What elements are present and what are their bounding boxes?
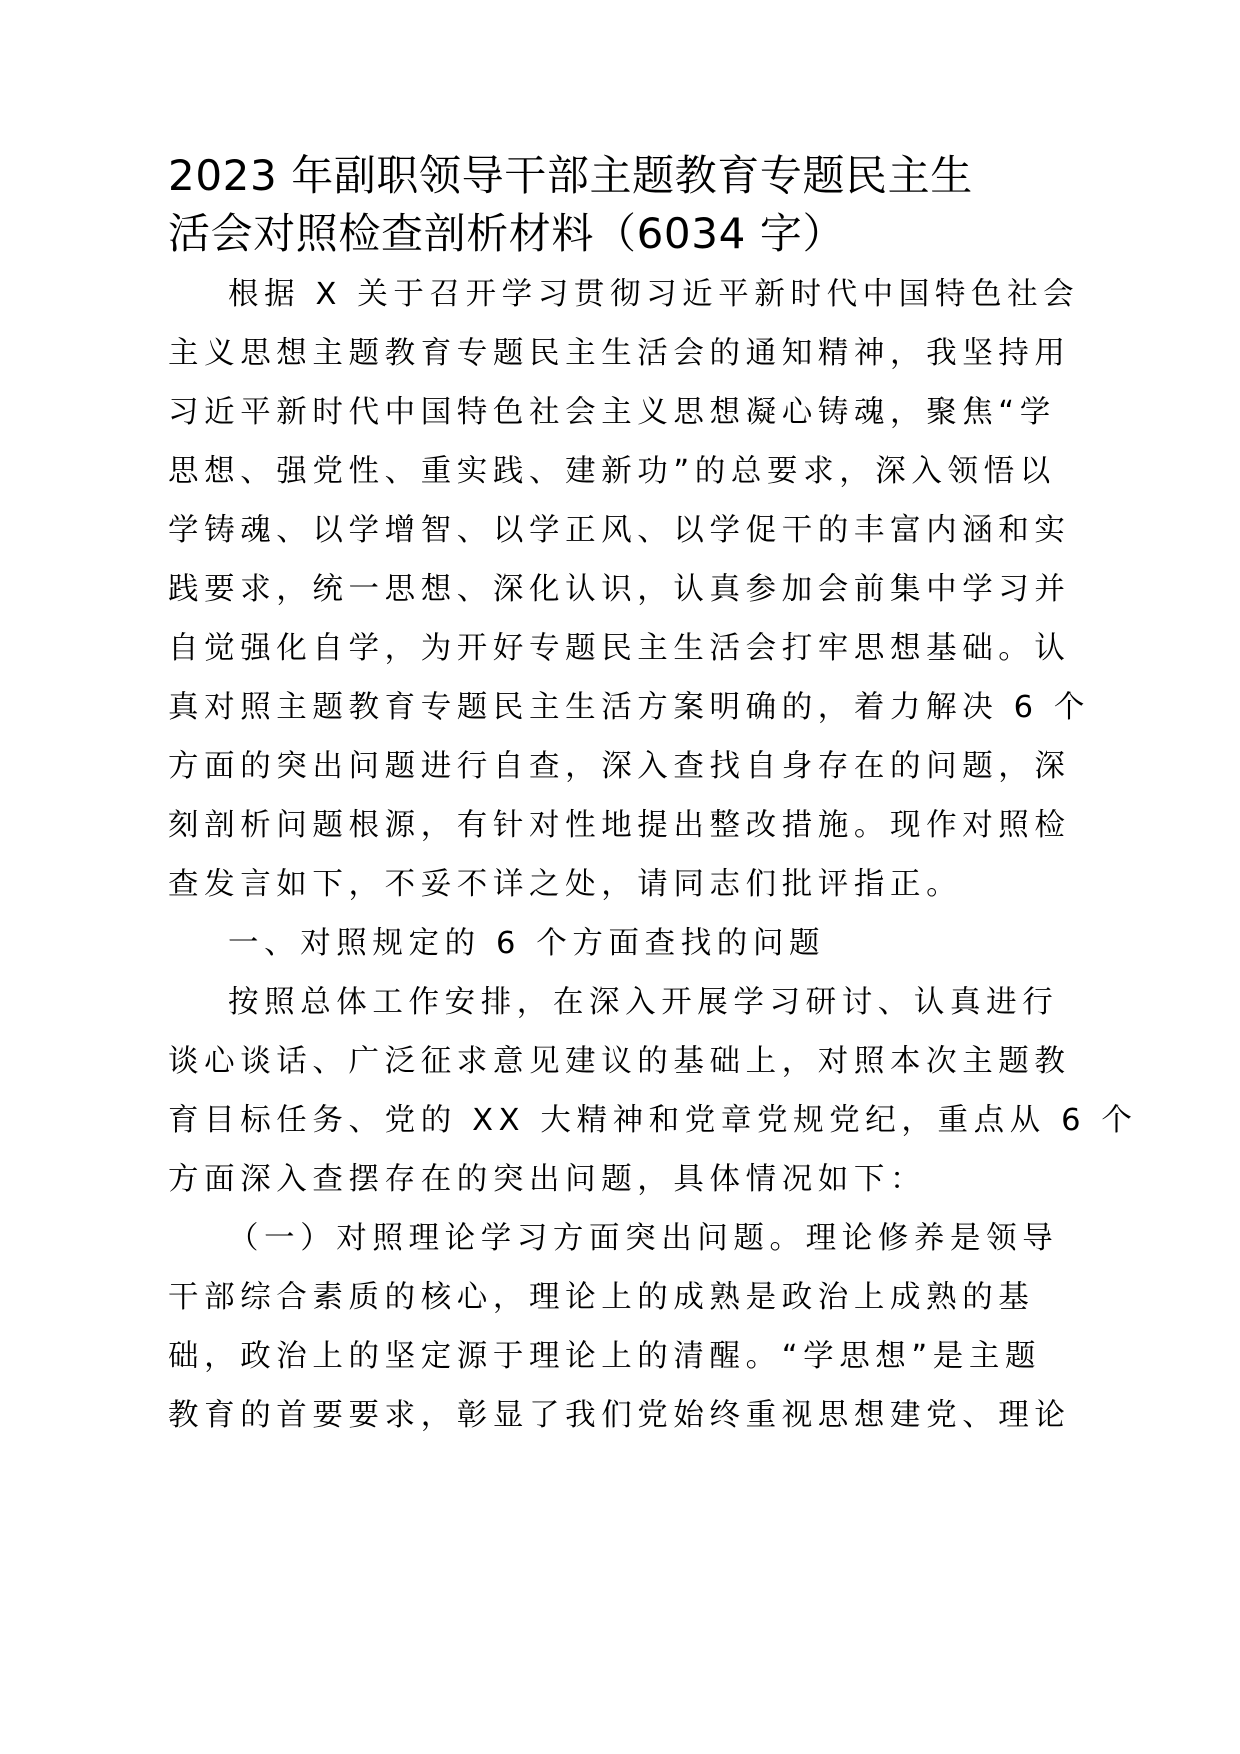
paragraph-line: 础，政治上的坚定源于理论上的清醒。“学思想”是主题: [168, 1339, 1042, 1374]
paragraph-line: 自觉强化自学，为开好专题民主生活会打牢思想基础。认: [168, 631, 1071, 666]
paragraph-line: 按照总体工作安排，在深入开展学习研讨、认真进行: [228, 985, 1059, 1020]
paragraph-line: 教育的首要要求，彰显了我们党始终重视思想建党、理论: [168, 1398, 1071, 1433]
document-title-line-1: 2023 年副职领导干部主题教育专题民主生: [168, 151, 973, 200]
paragraph-line: 育目标任务、党的 XX 大精神和党章党规党纪，重点从 6 个: [168, 1103, 1138, 1138]
paragraph-line: 学铸魂、以学增智、以学正风、以学促干的丰富内涵和实: [168, 513, 1071, 548]
paragraph-line: 刻剖析问题根源，有针对性地提出整改措施。现作对照检: [168, 808, 1071, 843]
paragraph-line: 习近平新时代中国特色社会主义思想凝心铸魂，聚焦“学: [168, 395, 1056, 430]
paragraph-line: 思想、强党性、重实践、建新功”的总要求，深入领悟以: [168, 454, 1056, 489]
document-title-line-2: 活会对照检查剖析材料（6034 字）: [168, 209, 846, 258]
section-heading: 一、对照规定的 6 个方面查找的问题: [228, 926, 826, 961]
paragraph-line: 践要求，统一思想、深化认识，认真参加会前集中学习并: [168, 572, 1071, 607]
paragraph-line: 方面的突出问题进行自查，深入查找自身存在的问题，深: [168, 749, 1071, 784]
subsection-heading-line: （一）对照理论学习方面突出问题。理论修养是领导: [228, 1221, 1059, 1256]
paragraph-line: 查发言如下，不妥不详之处，请同志们批评指正。: [168, 867, 963, 902]
paragraph-line: 方面深入查摆存在的突出问题，具体情况如下：: [168, 1162, 927, 1197]
paragraph-line: 干部综合素质的核心，理论上的成熟是政治上成熟的基: [168, 1280, 1035, 1315]
paragraph-line: 谈心谈话、广泛征求意见建议的基础上，对照本次主题教: [168, 1044, 1071, 1079]
paragraph-line: 真对照主题教育专题民主生活方案明确的，着力解决 6 个: [168, 690, 1090, 725]
paragraph-line: 根据 X 关于召开学习贯彻习近平新时代中国特色社会: [228, 277, 1080, 312]
paragraph-line: 主义思想主题教育专题民主生活会的通知精神，我坚持用: [168, 336, 1071, 371]
